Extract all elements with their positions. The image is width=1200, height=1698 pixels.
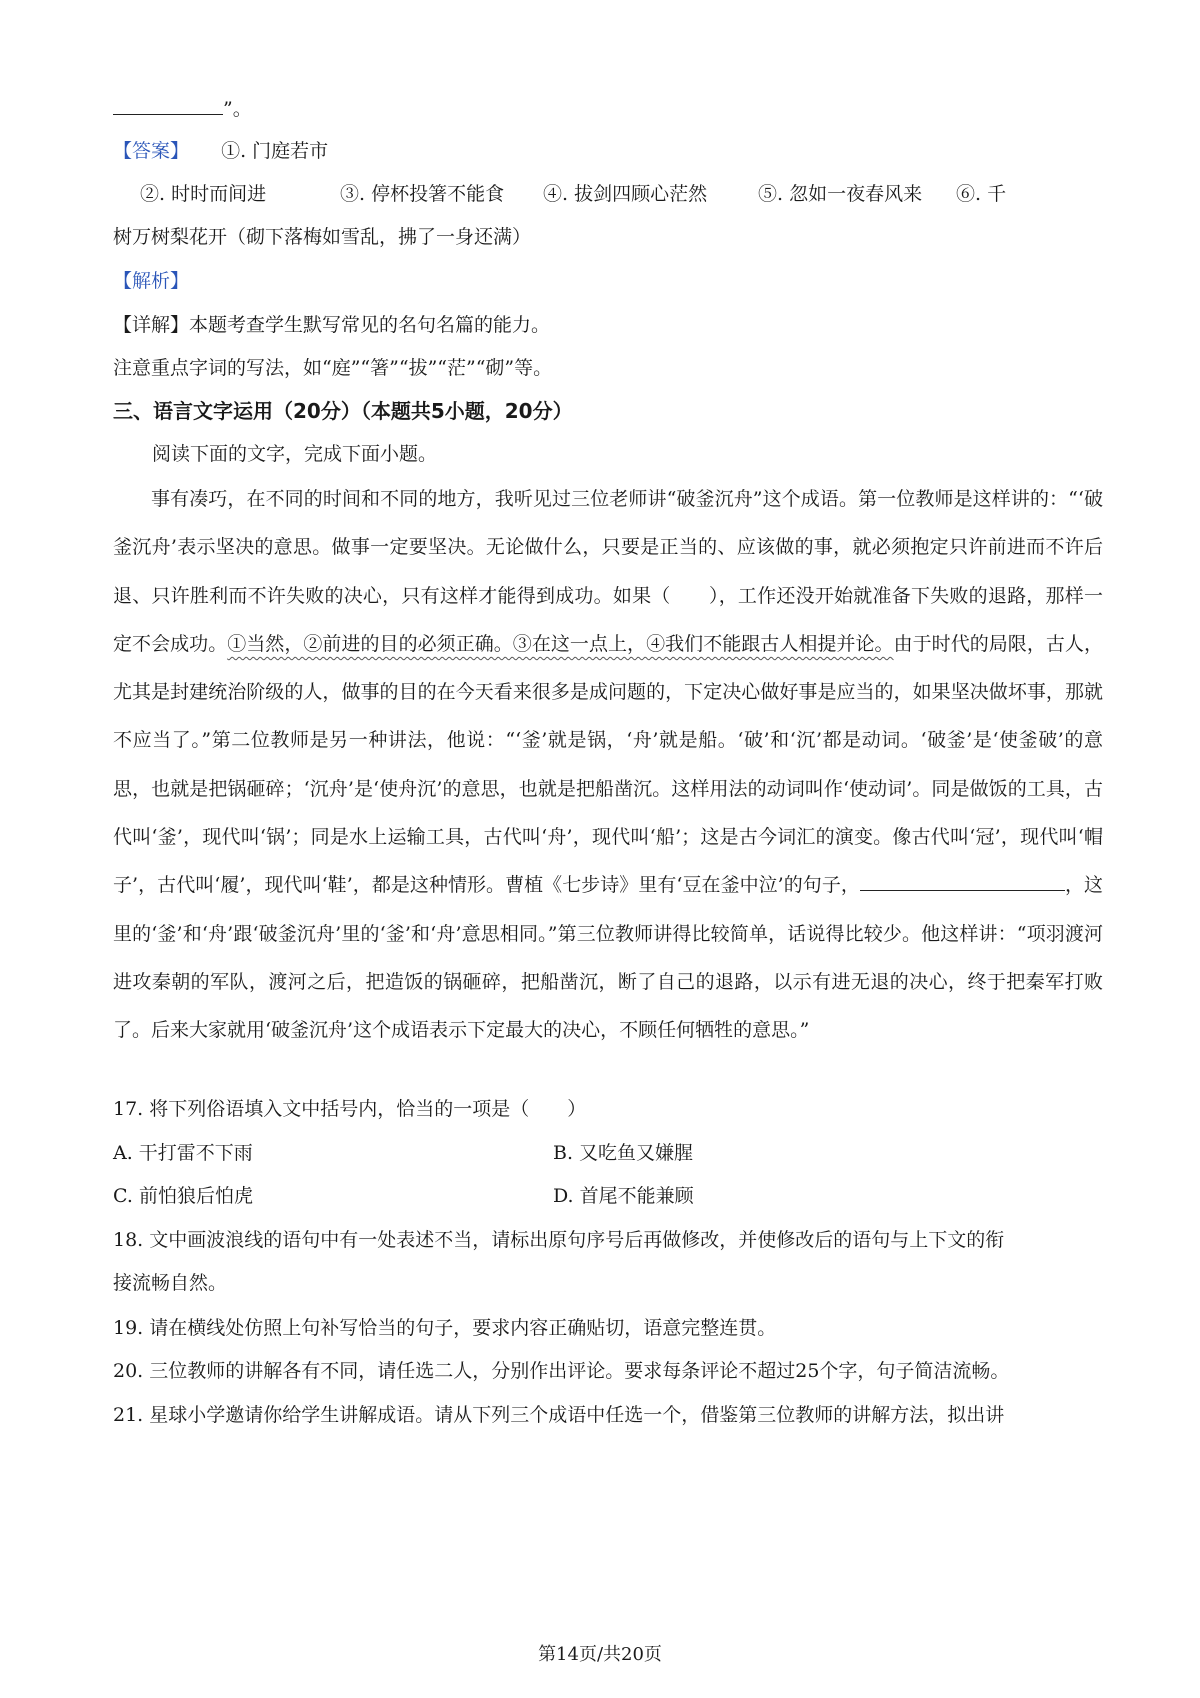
reading-passage (113, 475, 1103, 1055)
fill-blank-line (113, 96, 252, 122)
answer-item-2: ②. 时时而间进 (140, 183, 267, 205)
answer-item-1: ①. 门庭若市 (221, 140, 329, 162)
answer-row-1 (113, 138, 328, 164)
answer-blank (113, 114, 223, 115)
analysis-detail: 【详解】本题考查学生默写常见的名句名篇的能力。 (113, 314, 551, 336)
section-intro: 阅读下面的文字，完成下面小题。 (152, 443, 438, 465)
question-19: 19. 请在横线处仿照上句补写恰当的句子，要求内容正确贴切，语意完整连贯。 (113, 1317, 777, 1339)
passage-text-2: 由于时代的局限，古人，尤其是封建统治阶级的人，做事的目的在今天看来很多是成问题的，下定决心做好事是应当的，如果坚决做坏事，那就不应当了。”第二位教师是另一种讲法，他说：“‘釜’就是锅，‘舟’就是船。‘破’和‘沉’都是动词。‘破釜’是‘使釜破’的意思，也就是把锅砸碎；‘沉舟’是‘使舟沉’的意思，也就是把船凿沉。这样用法的动词叫作‘使动词’。同是做饭的工具，古代叫‘釜’，现代叫‘锅’；同是水上运输工具，古代叫‘舟’，现代叫‘船’；这是古今词汇的演变。像古代叫‘冠’，现代叫‘帽子’，古代叫‘履’，现代叫‘鞋’，都是这种情形。曹植《七步诗》里有‘豆在釜中泣’的句子， (113, 632, 1103, 897)
analysis-note: 注意重点字词的写法，如“庭”“箸”“拔”“茫”“砌”等。 (113, 357, 553, 379)
wavy-underlined-sentence: ①当然，②前进的目的必须正确。③在这一点上，④我们不能跟古人相提并论。 (227, 632, 894, 655)
passage-text-1: 事有凑巧，在不同的时间和不同的地方，我听见过三位老师讲“破釜沉舟”这个成语。第一位教师是这样讲的：“‘破釜沉舟’表示坚决的意思。做事一定要坚决。无论做什么，只要是正当的、应该做的事，就必须抱定只许前进而不许后退、只许胜利而不许失败的决心，只有这样才能得到成功。如果（ ），工作还没开始就准备下失败的退路，那样一定不会成功。 (113, 488, 1103, 655)
analysis-label: 【解析】 (113, 270, 190, 292)
question-20: 20. 三位教师的讲解各有不同，请任选二人，分别作出评论。要求每条评论不超过25个字，句子简洁流畅。 (113, 1360, 1010, 1382)
answer-item-3: ③. 停杯投箸不能食 (340, 183, 505, 205)
question-21: 21. 星球小学邀请你给学生讲解成语。请从下列三个成语中任选一个，借鉴第三位教师的讲解方法，拟出讲 (113, 1404, 1005, 1426)
option-b: B. 又吃鱼又嫌腥 (553, 1142, 694, 1164)
blank-tail: ”。 (223, 98, 252, 120)
page-footer: 第14页/共20页 (538, 1644, 662, 1665)
option-d: D. 首尾不能兼顾 (553, 1185, 694, 1207)
question-18-line2: 接流畅自然。 (113, 1272, 228, 1294)
answer-label: 【答案】 (113, 140, 190, 162)
passage-blank (860, 890, 1065, 891)
answer-continuation: 树万树梨花开（砌下落梅如雪乱，拂了一身还满） (113, 226, 532, 248)
question-17: 17. 将下列俗语填入文中括号内，恰当的一项是（ ） (113, 1098, 587, 1120)
passage-text-3: ，这里的‘釜’和‘舟’跟‘破釜沉舟’里的‘釜’和‘舟’意思相同。”第三位教师讲得比较简单，话说得比较少。他这样讲：“项羽渡河进攻秦朝的军队，渡河之后，把造饭的锅砸碎，把船凿沉，断了自己的退路，以示有进无退的决心，终于把秦军打败了。后来大家就用‘破釜沉舟’这个成语表示下定最大的决心，不顾任何牺牲的意思。” (113, 874, 1103, 1042)
question-18-line1: 18. 文中画波浪线的语句中有一处表述不当，请标出原句序号后再做修改，并使修改后的语句与上下文的衔 (113, 1229, 1005, 1251)
answer-item-5: ⑤. 忽如一夜春风来 (758, 183, 923, 205)
passage-paragraph (113, 475, 1103, 1055)
section-title: 三、语言文字运用（20分）（本题共5小题，20分） (113, 399, 573, 423)
answer-item-6: ⑥. 千 (956, 183, 1007, 205)
option-a: A. 干打雷不下雨 (113, 1142, 253, 1164)
option-c: C. 前怕狼后怕虎 (113, 1185, 253, 1207)
answer-item-4: ④. 拔剑四顾心茫然 (543, 183, 708, 205)
